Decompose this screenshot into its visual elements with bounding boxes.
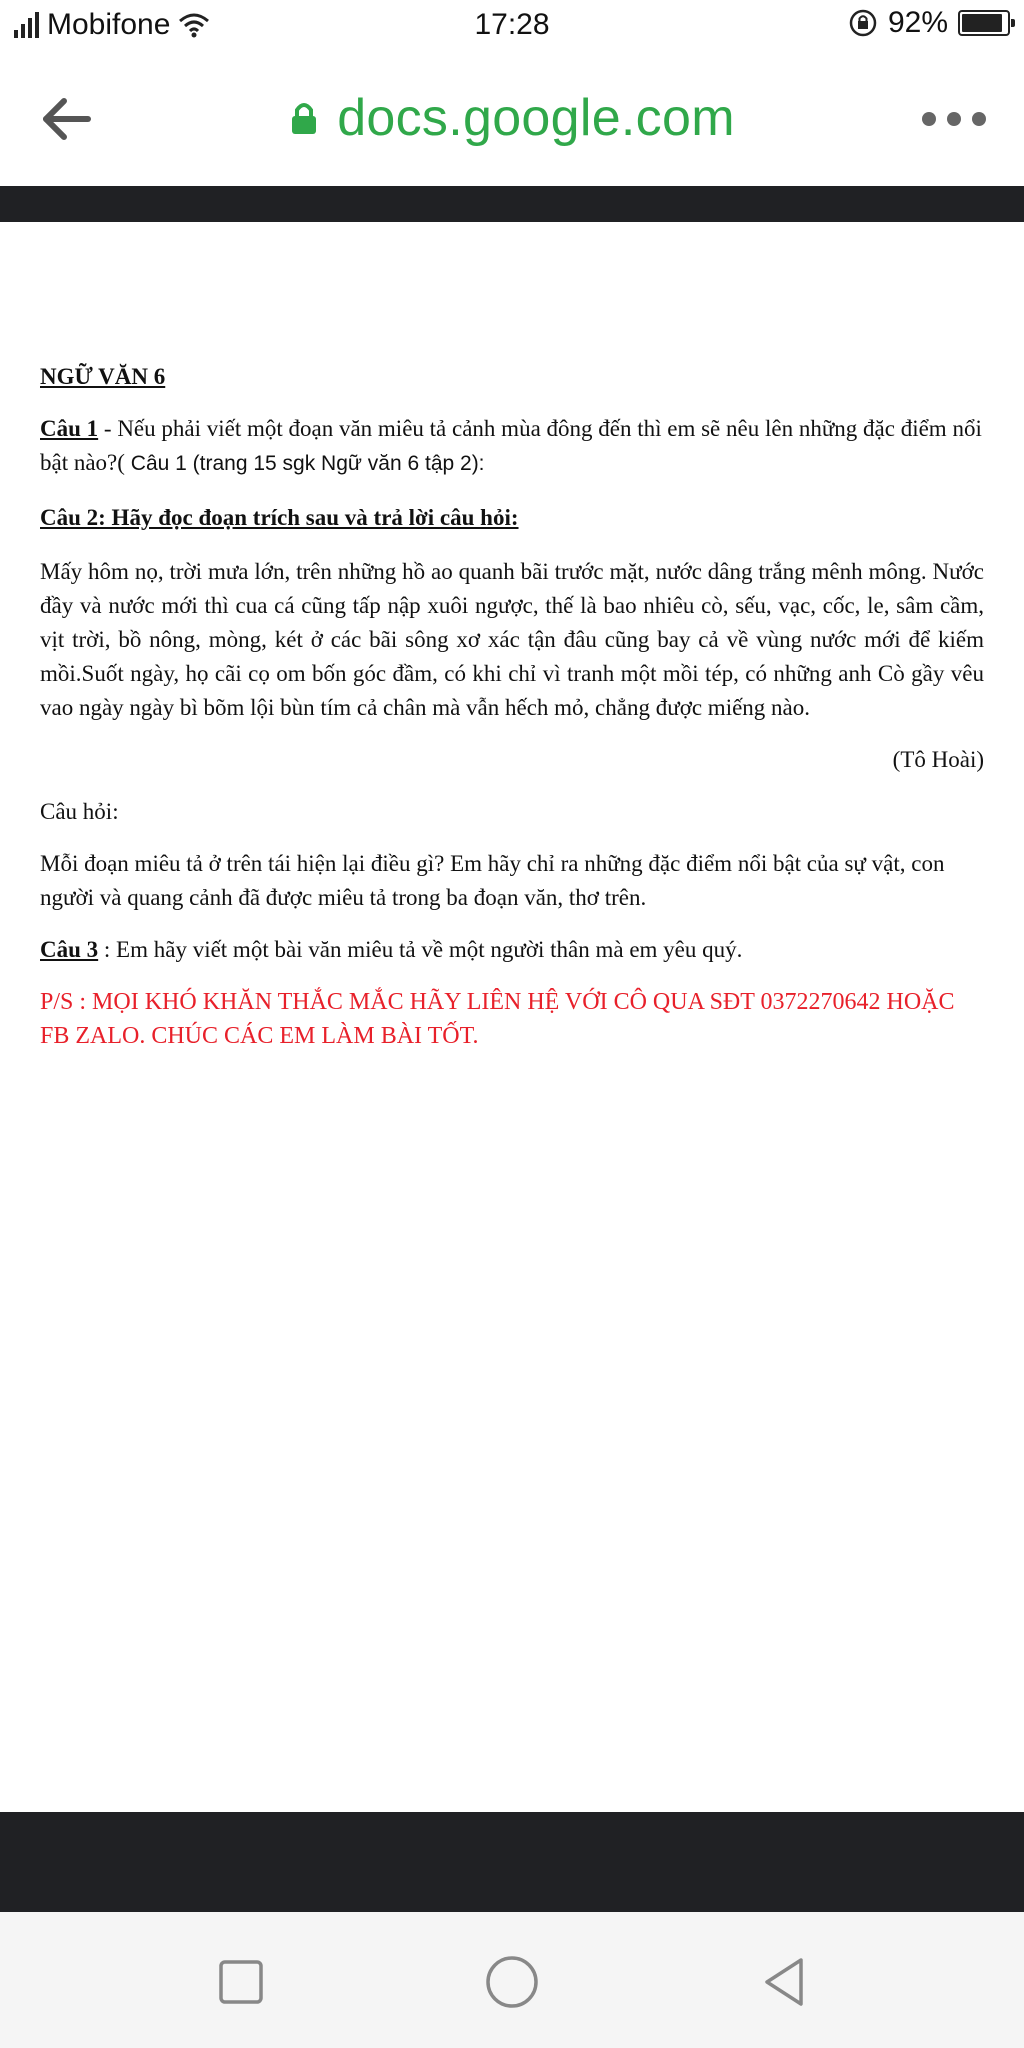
question-2-label: Câu hỏi:	[40, 799, 119, 824]
back-icon[interactable]	[745, 1942, 825, 2022]
question-2-heading: Câu 2: Hãy đọc đoạn trích sau và trả lời câu hỏi:	[40, 505, 519, 530]
more-options-button[interactable]	[922, 104, 986, 134]
address-bar[interactable]	[0, 88, 1024, 148]
system-navigation-bar	[0, 1912, 1024, 2048]
question-1-note: Câu 1 (trang 15 sgk Ngữ văn 6 tập 2):	[124, 452, 485, 475]
browser-toolbar	[0, 52, 1024, 186]
document-page	[40, 360, 984, 1053]
question-1-text: - Nếu phải viết một đoạn văn miêu tả cảnh mùa đông đến thì em sẽ nêu lên những đặc điểm nổi bật nào?(	[40, 416, 982, 475]
passage: Mấy hôm nọ, trời mưa lớn, trên những hồ ao quanh bãi trước mặt, nước dâng trắng mênh mông. Nước đầy và nước mới thì cua cá cũng tấp nập xuôi ngược, thế là bao nhiêu cò, sếu, vạc, cốc, le, sâm cầm, vịt trời, bồ nông, mòng, két ở các bãi sông xơ xác tận đâu cũng bay cả về vùng nước mới để kiếm mồi.Suốt ngày, họ cãi cọ om bốn góc đầm, có khi chỉ vì tranh một mồi tép, có những anh Cò gầy vêu vao ngày ngày bì bõm lội bùn tím cả chân mà vẫn hếch mỏ, chẳng được miếng nào.	[40, 559, 984, 720]
dot	[947, 112, 961, 126]
recent-apps-icon[interactable]	[201, 1942, 281, 2022]
rotation-lock-icon	[848, 8, 878, 38]
status-time: 17:28	[474, 8, 550, 41]
carrier-name: Mobifone	[47, 8, 171, 41]
document-title: NGỮ VĂN 6	[40, 364, 166, 389]
dot	[922, 112, 936, 126]
question-1	[40, 412, 984, 481]
document-top-border	[0, 186, 1024, 222]
status-bar	[0, 0, 1024, 52]
status-right	[848, 6, 1010, 40]
url-text[interactable]: docs.google.com	[337, 89, 735, 147]
dot	[972, 112, 986, 126]
question-3-label: Câu 3	[40, 937, 99, 962]
passage-author: (Tô Hoài)	[892, 747, 984, 772]
home-icon[interactable]	[472, 1942, 552, 2022]
battery-percent: 92%	[887, 6, 948, 39]
lock-icon	[289, 100, 319, 136]
question-2-text: Mỗi đoạn miêu tả ở trên tái hiện lại điều gì? Em hãy chỉ ra những đặc điểm nổi bật của sự vật, con người và quang cảnh đã được miêu tả trong ba đoạn văn, thơ trên.	[40, 851, 945, 910]
battery-icon	[958, 10, 1010, 36]
question-3-text: : Em hãy viết một bài văn miêu tả về một người thân mà em yêu quý.	[98, 937, 743, 962]
document-bottom-border	[0, 1812, 1024, 1912]
question-3	[40, 933, 984, 967]
ps-note: P/S : MỌI KHÓ KHĂN THẮC MẮC HÃY LIÊN HỆ VỚI CÔ QUA SĐT 0372270642 HOẶC FB ZALO. CHÚC CÁC EM LÀM BÀI TỐT.	[40, 989, 955, 1049]
question-1-label: Câu 1	[40, 416, 99, 441]
